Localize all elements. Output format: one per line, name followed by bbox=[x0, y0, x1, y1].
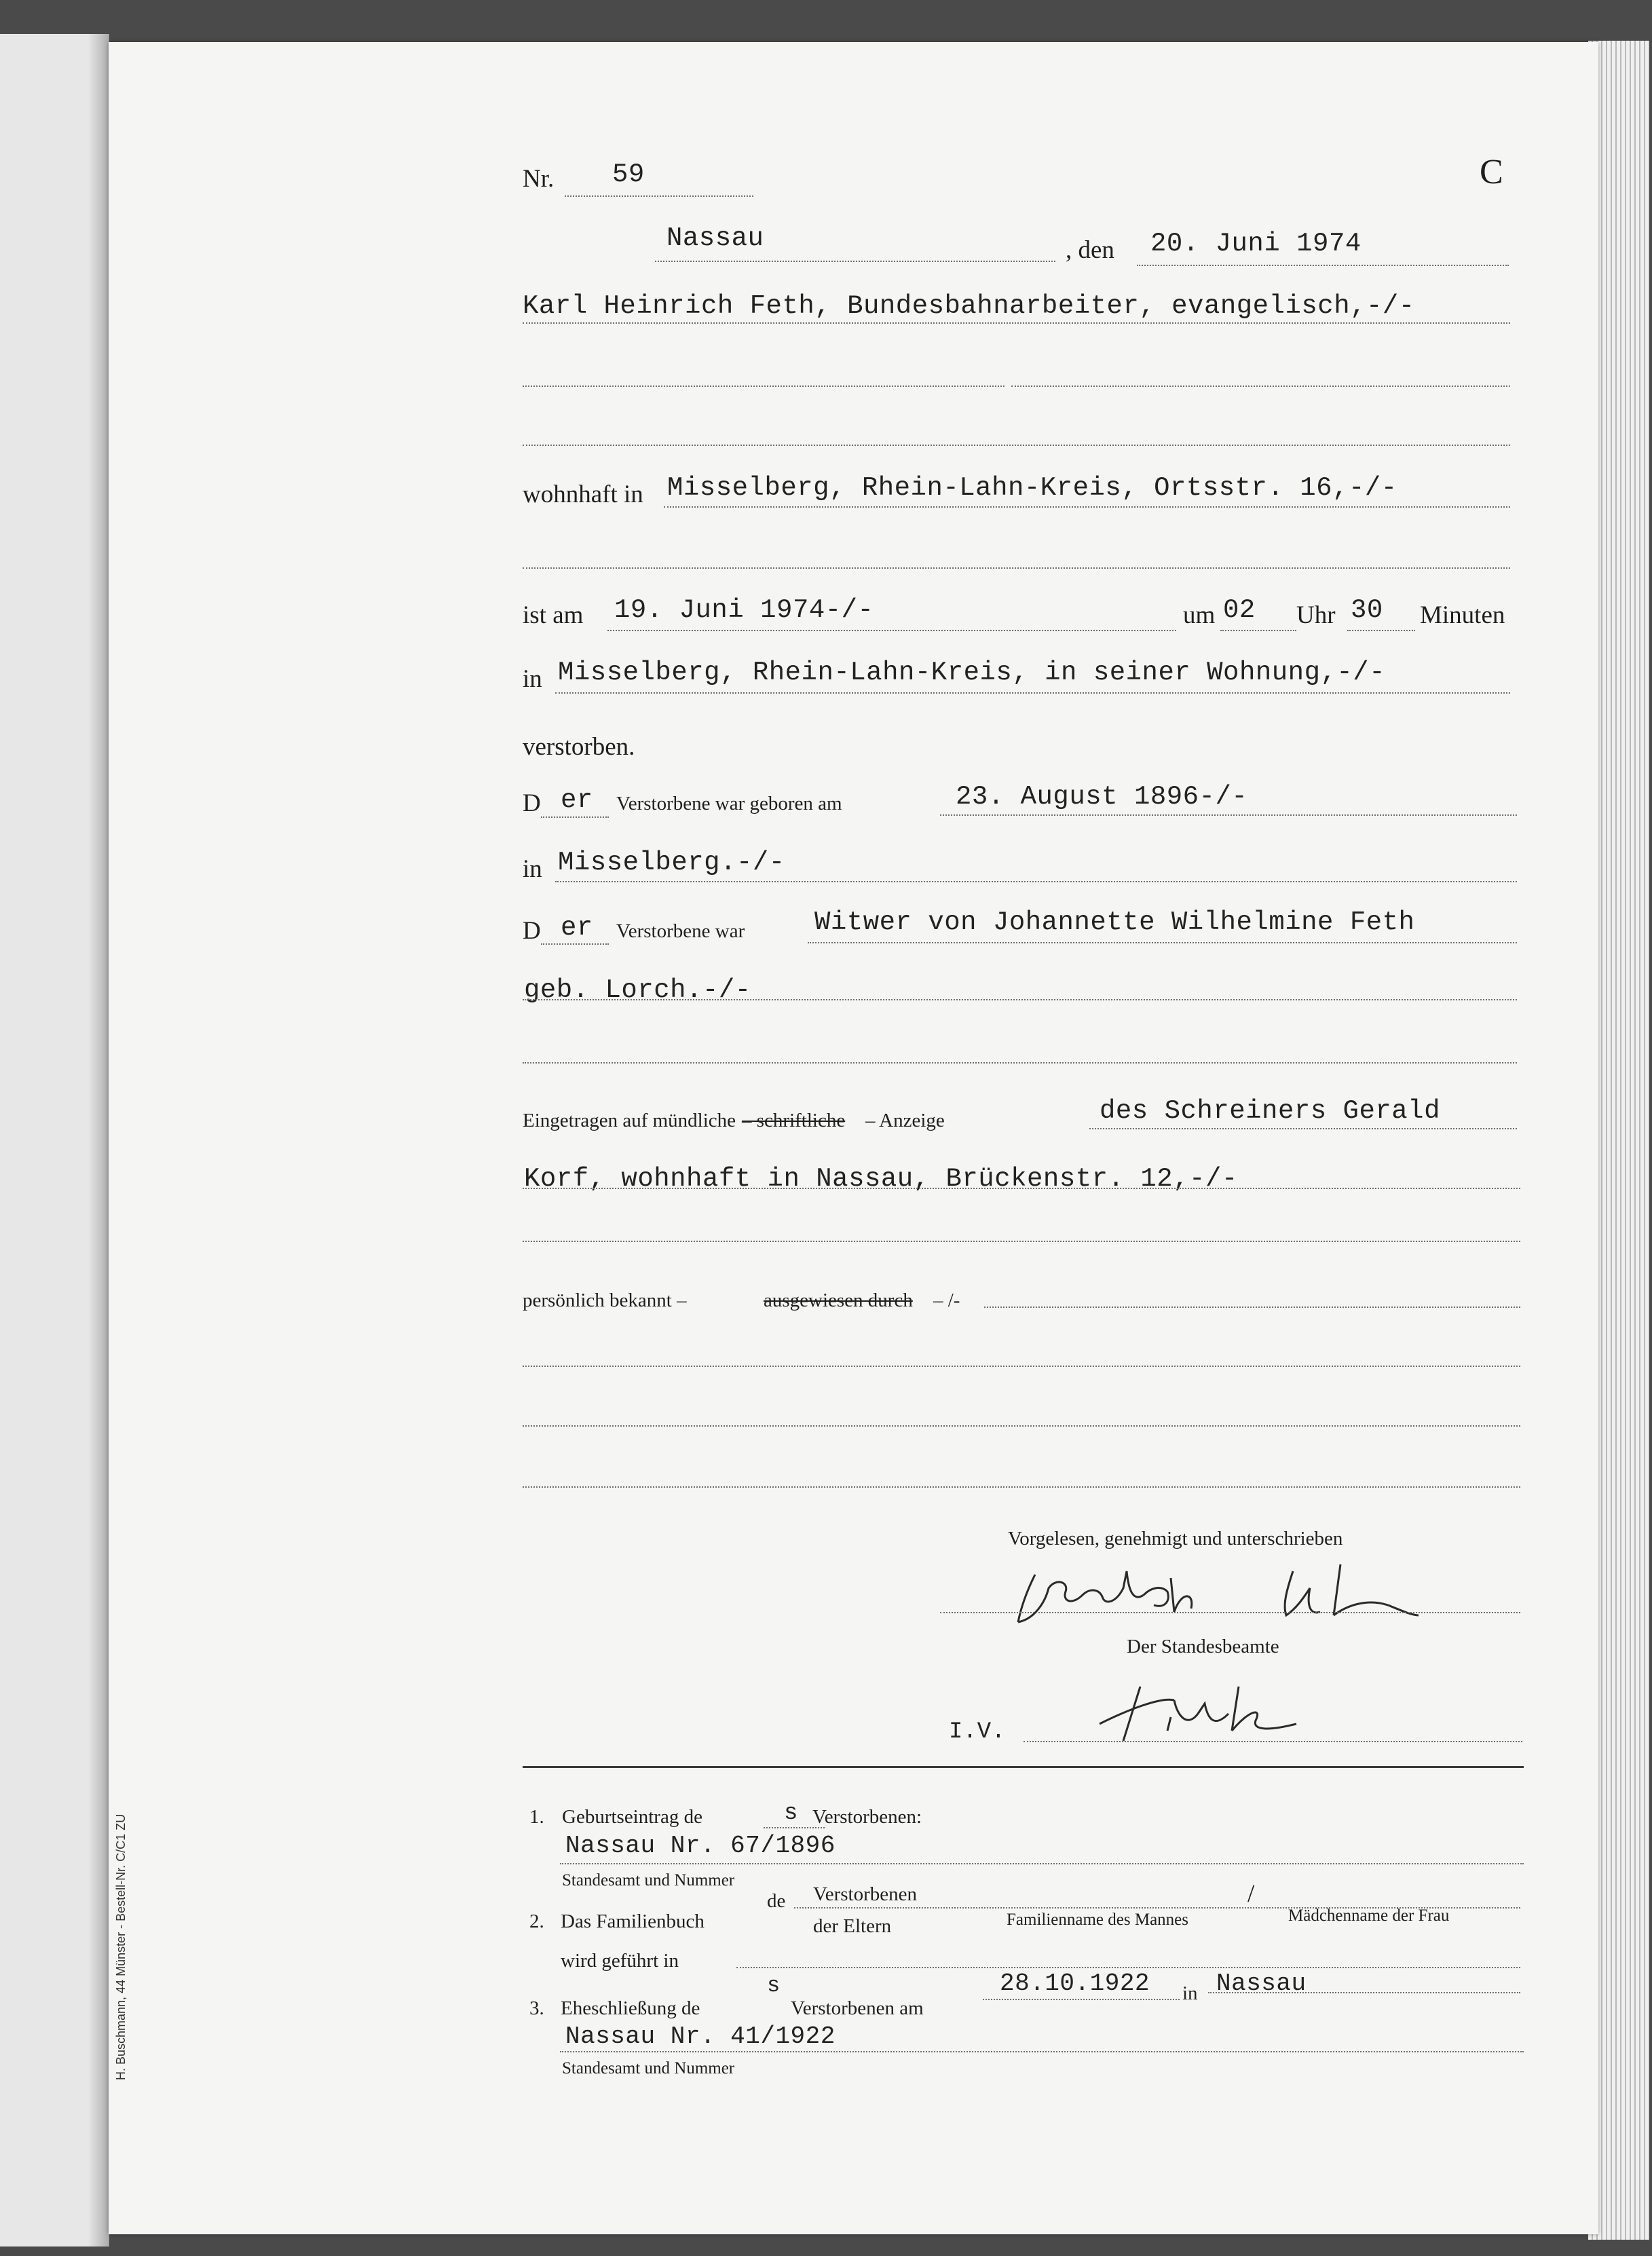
bekannt-tail: – /- bbox=[933, 1290, 960, 1311]
death-place-line bbox=[555, 692, 1510, 694]
wohnhaft-label: wohnhaft in bbox=[523, 481, 643, 508]
hour-line bbox=[1220, 630, 1296, 631]
note2-label: Das Familienbuch bbox=[561, 1911, 705, 1932]
note2-caption-man: Familienname des Mannes bbox=[1007, 1911, 1188, 1929]
wohnhaft-value: Misselberg, Rhein-Lahn-Kreis, Ortsstr. 16,-/- bbox=[667, 473, 1397, 503]
birth-d-label: D bbox=[523, 789, 541, 817]
uhr-label: Uhr bbox=[1296, 601, 1336, 629]
report-line-1 bbox=[1089, 1128, 1517, 1129]
birth-place-value: Misselberg.-/- bbox=[558, 848, 785, 878]
minutes-value: 30 bbox=[1351, 595, 1383, 625]
report-label-struck: – schriftliche bbox=[742, 1110, 846, 1131]
bekannt-line bbox=[984, 1306, 1520, 1308]
person-line-1-rule bbox=[523, 322, 1510, 324]
um-label: um bbox=[1183, 601, 1216, 629]
report-value-1: des Schreiners Gerald bbox=[1100, 1096, 1440, 1126]
note2-slash: / bbox=[1247, 1880, 1255, 1908]
note3-place: Nassau bbox=[1216, 1970, 1307, 1997]
hour-value: 02 bbox=[1223, 595, 1256, 625]
note2-caption-woman: Mädchenname der Frau bbox=[1288, 1906, 1450, 1925]
nr-value: 59 bbox=[612, 159, 645, 189]
note2-wird-line bbox=[736, 1967, 1520, 1968]
informant-signature bbox=[1008, 1551, 1429, 1639]
date-line bbox=[1137, 265, 1509, 266]
nr-label: Nr. bbox=[523, 165, 555, 193]
note3-date-line bbox=[983, 1999, 1180, 2000]
birth-date-line bbox=[940, 814, 1517, 816]
death-date-line bbox=[607, 630, 1176, 631]
birth-er-value: er bbox=[561, 785, 593, 815]
note2-de: de bbox=[767, 1890, 786, 1912]
note3-value: Nassau Nr. 41/1922 bbox=[565, 2023, 836, 2050]
notes-separator bbox=[523, 1766, 1524, 1768]
printer-imprint: H. Buschmann, 44 Münster - Bestell-Nr. C/C1 ZU bbox=[114, 1813, 128, 2080]
blank-line-h bbox=[523, 1425, 1520, 1427]
marital-d-label: D bbox=[523, 917, 541, 945]
registrar-signature-line bbox=[1024, 1741, 1522, 1742]
verstorben-label: verstorben. bbox=[523, 733, 635, 761]
read-approved-label: Vorgelesen, genehmigt und unterschrieben bbox=[1008, 1528, 1343, 1549]
blank-line-c bbox=[523, 445, 1510, 446]
blank-line-f bbox=[523, 1241, 1520, 1242]
note3-s-value: s bbox=[767, 1973, 781, 1998]
report-label-b: – Anzeige bbox=[865, 1110, 945, 1131]
note1-label-b: Verstorbenen: bbox=[812, 1806, 922, 1828]
birth-in-label: in bbox=[523, 855, 542, 883]
marital-er-line bbox=[541, 943, 609, 945]
report-value-2: Korf, wohnhaft in Nassau, Brückenstr. 12,-/- bbox=[524, 1164, 1238, 1194]
bekannt-struck: ausgewiesen durch bbox=[764, 1290, 913, 1311]
wohnhaft-line bbox=[664, 506, 1510, 508]
note2-eltern: der Eltern bbox=[813, 1915, 892, 1937]
place-value: Nassau bbox=[667, 223, 764, 253]
report-line-2 bbox=[523, 1188, 1520, 1189]
marital-er-value: er bbox=[561, 913, 593, 943]
iv-value: I.V. bbox=[949, 1719, 1006, 1745]
birth-er-line bbox=[541, 816, 609, 818]
person-line-1: Karl Heinrich Feth, Bundesbahnarbeiter, evangelisch,-/- bbox=[523, 291, 1415, 321]
marital-line-2 bbox=[523, 999, 1517, 1000]
blank-line-a bbox=[523, 386, 1005, 387]
place-line bbox=[655, 261, 1055, 262]
death-date-value: 19. Juni 1974-/- bbox=[614, 595, 874, 625]
note3-caption: Standesamt und Nummer bbox=[562, 2059, 735, 2078]
blank-line-d bbox=[523, 567, 1510, 569]
nr-line bbox=[565, 195, 753, 197]
report-label-a: Eingetragen auf mündliche bbox=[523, 1110, 736, 1131]
note3-number: 3. bbox=[529, 1997, 544, 2019]
death-in-label: in bbox=[523, 665, 542, 693]
marital-line-1 bbox=[808, 942, 1517, 943]
blank-line-g bbox=[523, 1366, 1520, 1367]
note1-label-a: Geburtseintrag de bbox=[562, 1806, 702, 1828]
informant-signature-line bbox=[940, 1612, 1520, 1613]
birth-text-label: Verstorbene war geboren am bbox=[616, 793, 842, 814]
note3-label-b: Verstorbenen am bbox=[791, 1997, 924, 2019]
minuten-label: Minuten bbox=[1420, 601, 1505, 629]
note3-line bbox=[560, 2051, 1524, 2052]
registrar-signature bbox=[1086, 1676, 1317, 1751]
ist-am-label: ist am bbox=[523, 601, 584, 629]
note1-number: 1. bbox=[529, 1806, 544, 1828]
minutes-line bbox=[1347, 630, 1415, 631]
note3-place-line bbox=[1208, 1992, 1520, 1993]
note1-caption: Standesamt und Nummer bbox=[562, 1871, 735, 1890]
register-letter: C bbox=[1480, 153, 1503, 191]
blank-line-b bbox=[1011, 386, 1510, 387]
marital-value-1: Witwer von Johannette Wilhelmine Feth bbox=[814, 907, 1415, 937]
note2-number: 2. bbox=[529, 1911, 544, 1932]
birth-place-line bbox=[555, 881, 1517, 882]
death-place-value: Misselberg, Rhein-Lahn-Kreis, in seiner Wohnung,-/- bbox=[558, 658, 1386, 688]
marital-value-2: geb. Lorch.-/- bbox=[524, 975, 751, 1005]
registrar-label: Der Standesbeamte bbox=[1127, 1636, 1279, 1657]
marital-text-label: Verstorbene war bbox=[616, 920, 745, 942]
left-page bbox=[0, 34, 109, 2246]
note2-verstorbenen: Verstorbenen bbox=[813, 1883, 918, 1905]
note3-label-a: Eheschließung de bbox=[561, 1997, 700, 2019]
register-page bbox=[109, 42, 1598, 2234]
note1-value: Nassau Nr. 67/1896 bbox=[565, 1832, 836, 1860]
note3-date: 28.10.1922 bbox=[1000, 1970, 1150, 1997]
note3-in-label: in bbox=[1182, 1982, 1198, 2004]
blank-line-i bbox=[523, 1486, 1520, 1488]
note2-wird-label: wird geführt in bbox=[561, 1950, 679, 1972]
note1-line bbox=[560, 1863, 1524, 1864]
note1-s-value: s bbox=[784, 1801, 798, 1826]
birth-date-value: 23. August 1896-/- bbox=[956, 782, 1248, 812]
den-label: , den bbox=[1066, 236, 1114, 264]
bekannt-label: persönlich bekannt – bbox=[523, 1290, 687, 1311]
date-value: 20. Juni 1974 bbox=[1150, 229, 1362, 259]
blank-line-e bbox=[523, 1062, 1517, 1064]
